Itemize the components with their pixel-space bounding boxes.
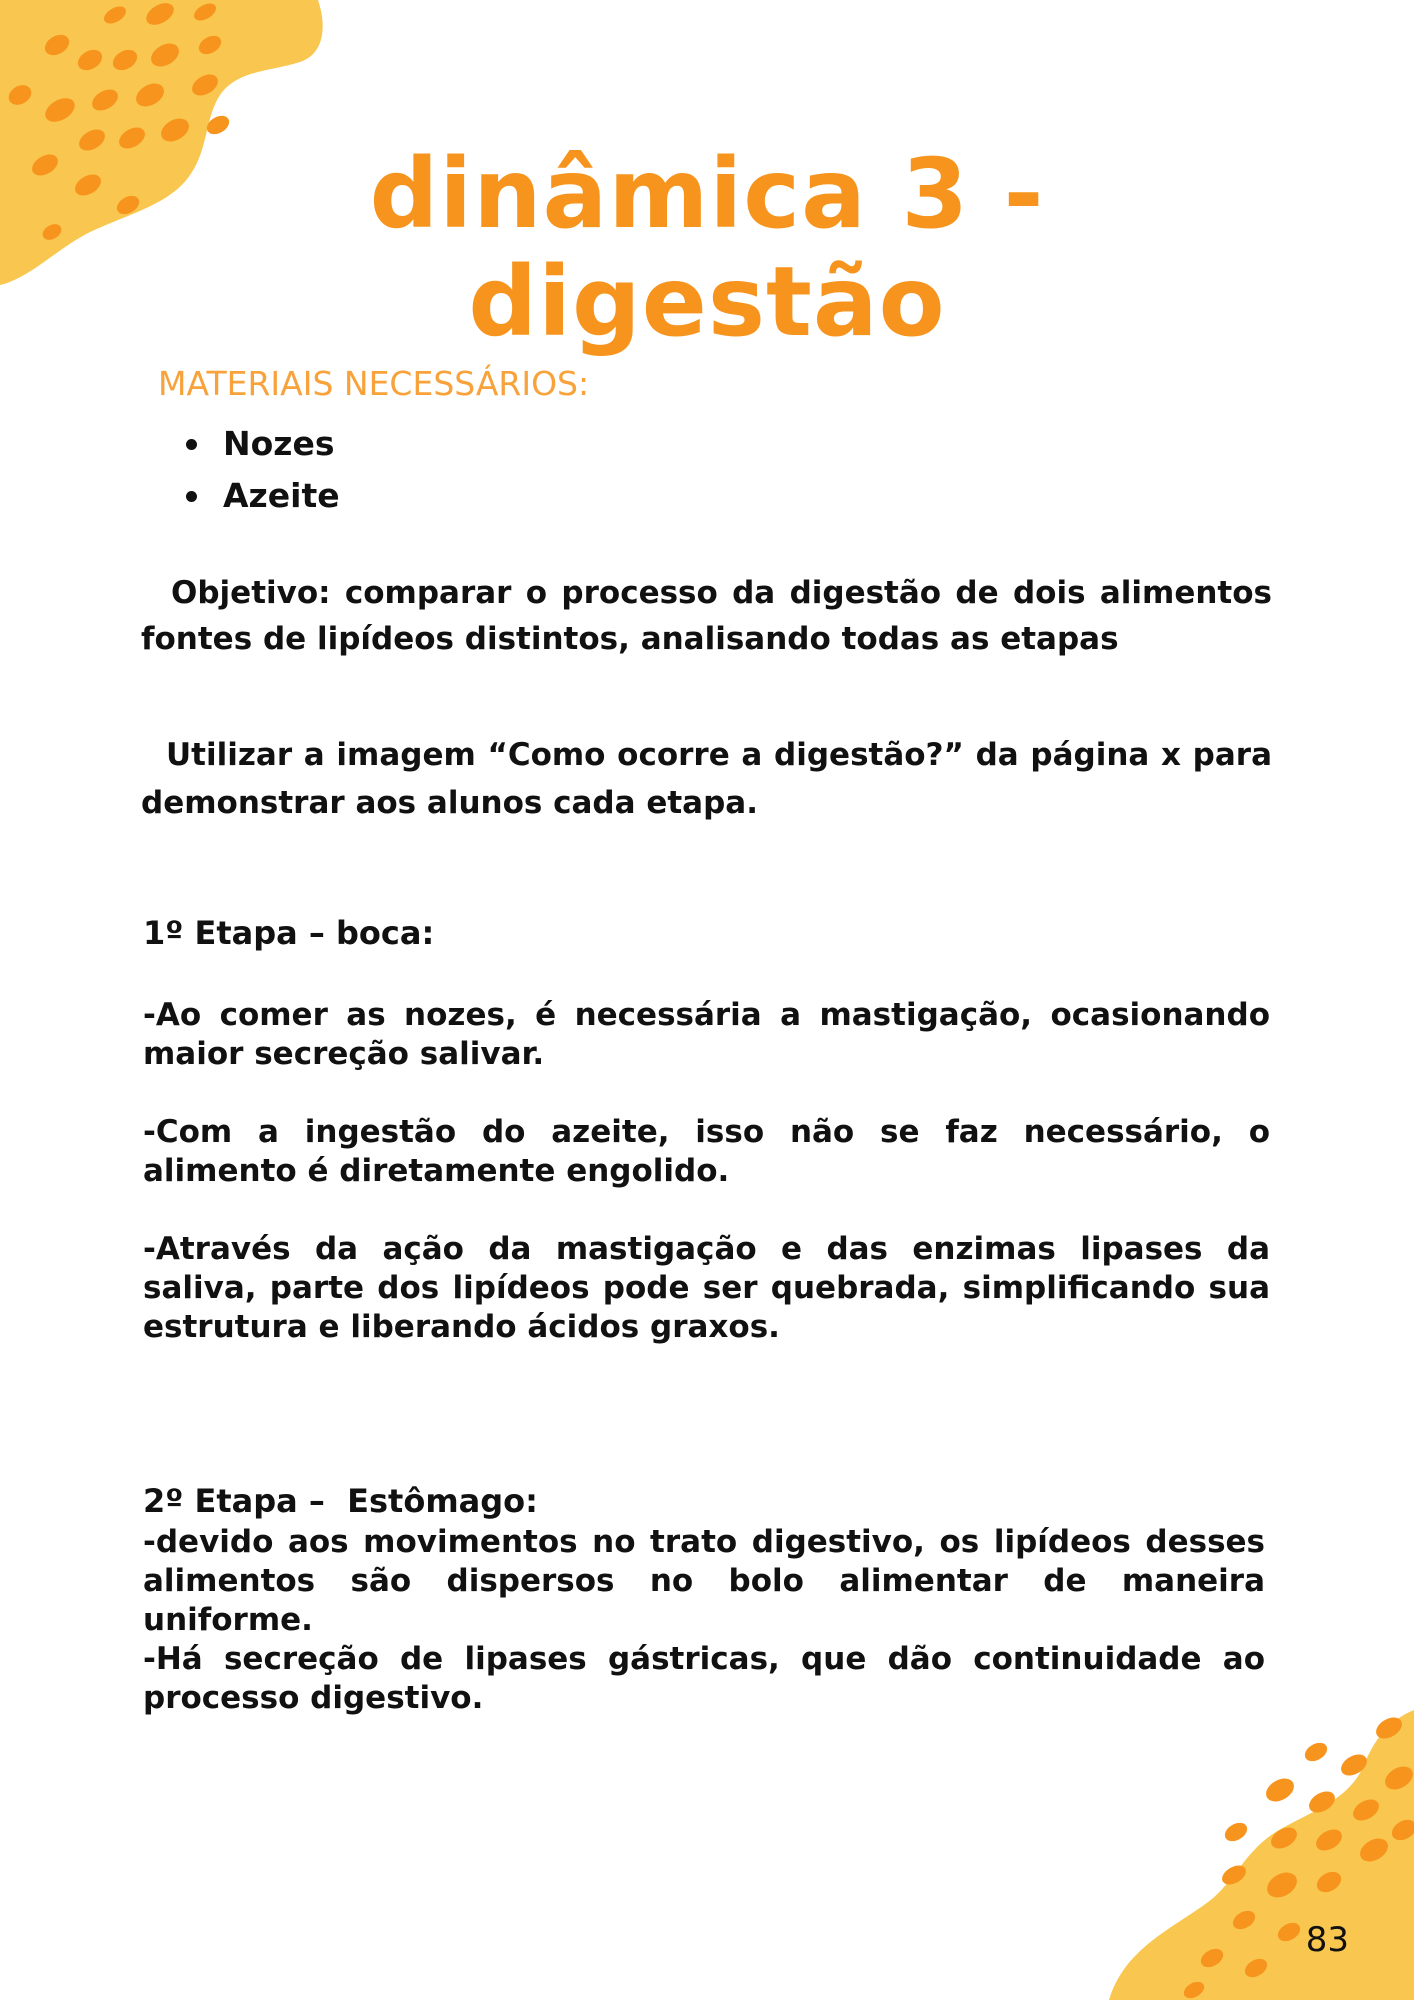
page-title [0, 140, 1414, 356]
list-item-label: Nozes [223, 424, 335, 463]
spotted-blob-decoration-bottom-right [1084, 1710, 1414, 2000]
bullet-icon [186, 439, 197, 450]
step-1-paragraph: -Com a ingestão do azeite, isso não se faz necessário, o alimento é diretamente engolido. [143, 1114, 1270, 1189]
bullet-icon [186, 491, 197, 502]
objective-paragraph: Objetivo: comparar o processo da digestão de dois alimentos fontes de lipídeos distintos, analisando todas as etapas [141, 575, 1272, 657]
list-item [182, 418, 340, 470]
step-1-paragraph: -Ao comer as nozes, é necessária a mastigação, ocasionando maior secreção salivar. [143, 997, 1270, 1072]
step-2-heading: 2º Etapa – Estômago: [143, 1482, 538, 1520]
page-title-line-1: dinâmica 3 - [369, 138, 1045, 250]
instruction-paragraph: Utilizar a imagem “Como ocorre a digestão?” da página x para demonstrar aos alunos cada etapa. [141, 737, 1272, 821]
page-title-line-2: digestão [468, 246, 946, 358]
step-1-heading: 1º Etapa – boca: [143, 914, 435, 952]
list-item-label: Azeite [223, 476, 340, 515]
materials-heading: MATERIAIS NECESSÁRIOS: [158, 364, 590, 403]
step-2-paragraph: -Há secreção de lipases gástricas, que dão continuidade ao processo digestivo. [143, 1641, 1265, 1716]
step-1-paragraph: -Através da ação da mastigação e das enzimas lipases da saliva, parte dos lipídeos pode ser quebrada, simplificando sua estrutura e liberando ácidos graxos. [143, 1231, 1270, 1345]
list-item [182, 470, 340, 522]
materials-list [182, 418, 340, 522]
step-2-paragraph: -devido aos movimentos no trato digestivo, os lipídeos desses alimentos são dispersos no bolo alimentar de maneira uniforme. [143, 1524, 1265, 1638]
page-number: 83 [1305, 1920, 1349, 1960]
